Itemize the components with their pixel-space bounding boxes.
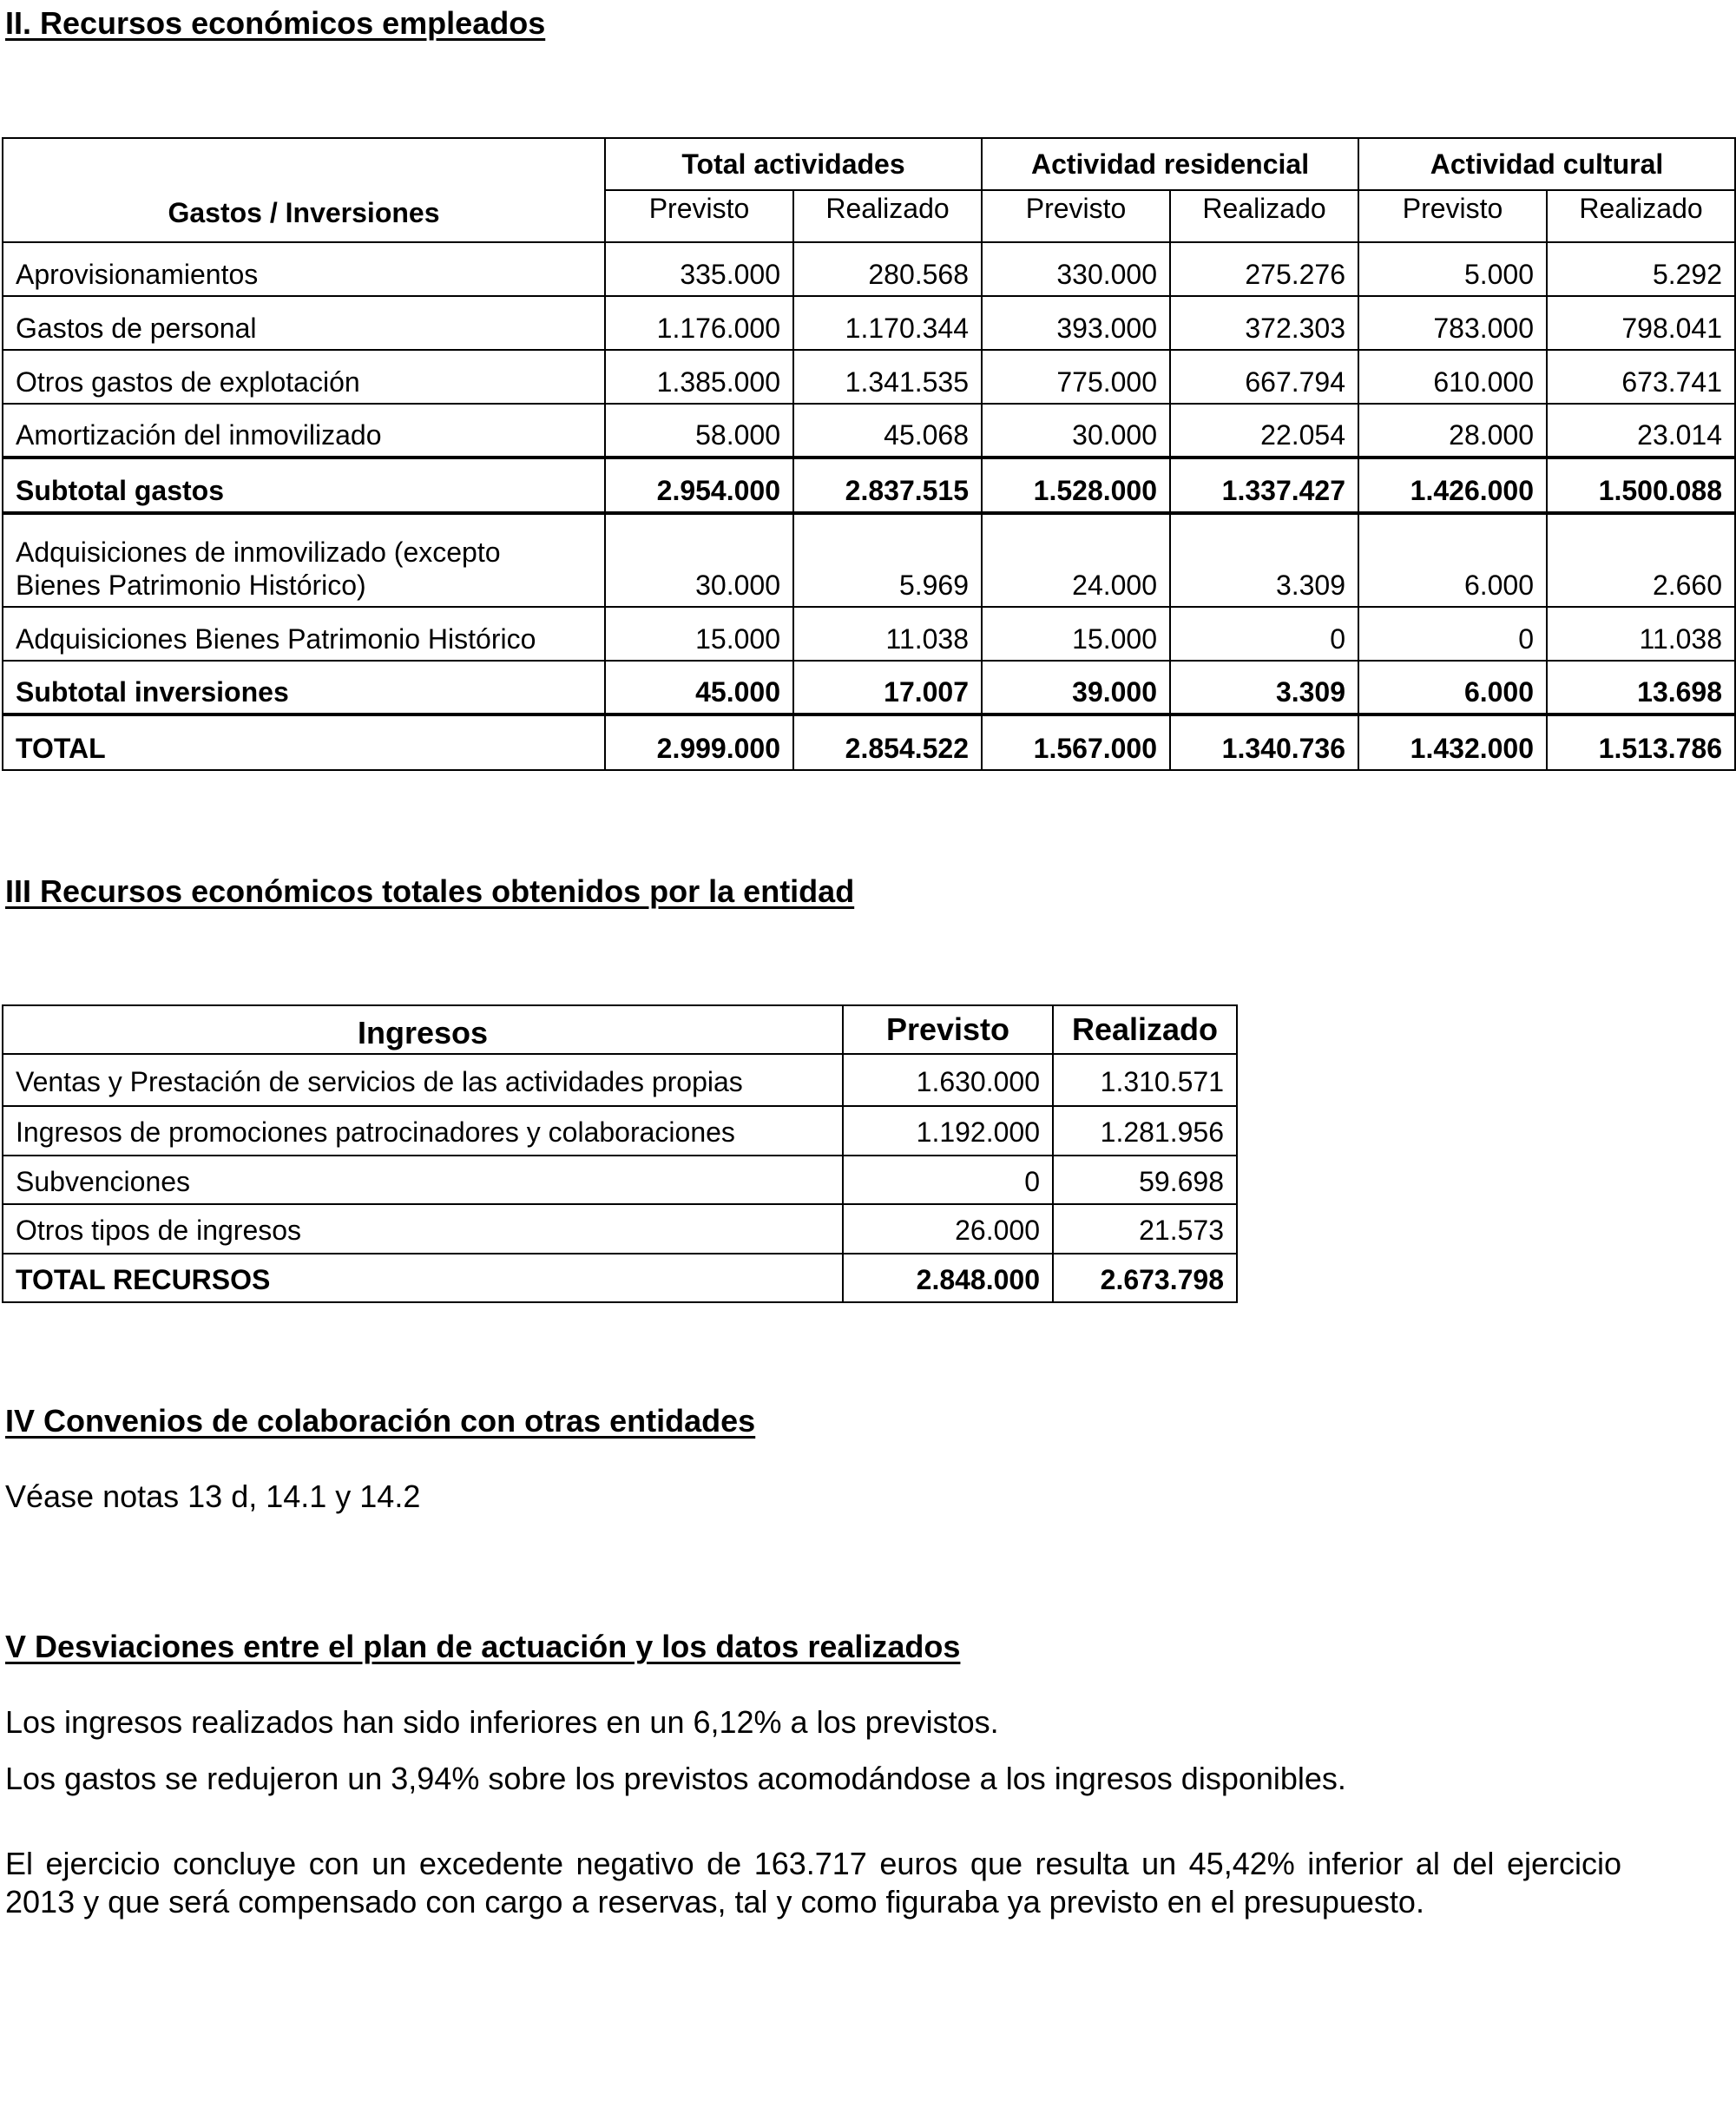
row-label: TOTAL [3,714,605,770]
cell-value: 393.000 [982,296,1170,350]
group-header-residencial: Actividad residencial [982,138,1358,190]
cell-value: 0 [1358,607,1547,661]
row-label: TOTAL RECURSOS [3,1254,843,1302]
row-label: Subvenciones [3,1156,843,1204]
cell-value: 11.038 [1547,607,1735,661]
subcol-previsto: Previsto [605,190,793,242]
cell-value: 39.000 [982,661,1170,714]
cell-value: 2.673.798 [1053,1254,1237,1302]
cell-value: 610.000 [1358,350,1547,404]
cell-value: 1.385.000 [605,350,793,404]
cell-value: 6.000 [1358,513,1547,607]
cell-value: 15.000 [982,607,1170,661]
cell-value: 3.309 [1170,661,1358,714]
paragraph: Los gastos se redujeron un 3,94% sobre los previstos acomodándose a los ingresos disponibles. [5,1761,1346,1796]
cell-value: 30.000 [605,513,793,607]
cell-value: 2.848.000 [843,1254,1053,1302]
table-row [3,296,1735,350]
previsto-header: Previsto [843,1005,1053,1054]
cell-value: 0 [843,1156,1053,1204]
cell-value: 26.000 [843,1204,1053,1254]
cell-value: 775.000 [982,350,1170,404]
table-row [3,1204,1237,1254]
cell-value: 17.007 [793,661,982,714]
cell-value: 6.000 [1358,661,1547,714]
cell-value: 30.000 [982,404,1170,458]
cell-value: 5.969 [793,513,982,607]
row-label: Ingresos de promociones patrocinadores y colaboraciones [3,1106,843,1156]
subtotal-row [3,458,1735,513]
cell-value: 5.000 [1358,242,1547,296]
cell-value: 783.000 [1358,296,1547,350]
cell-value: 45.068 [793,404,982,458]
cell-value: 1.176.000 [605,296,793,350]
cell-value: 2.999.000 [605,714,793,770]
cell-value: 2.854.522 [793,714,982,770]
cell-value: 3.309 [1170,513,1358,607]
cell-value: 1.528.000 [982,458,1170,513]
cell-value: 1.432.000 [1358,714,1547,770]
expenses-table [2,137,1736,771]
row-label: Otros gastos de explotación [3,350,605,404]
row-label: Ventas y Prestación de servicios de las actividades propias [3,1054,843,1106]
subcol-previsto: Previsto [982,190,1170,242]
cell-value: 1.192.000 [843,1106,1053,1156]
total-row [3,714,1735,770]
cell-value: 1.426.000 [1358,458,1547,513]
group-header-cultural: Actividad cultural [1358,138,1735,190]
cell-value: 2.837.515 [793,458,982,513]
cell-value: 1.337.427 [1170,458,1358,513]
cell-value: 21.573 [1053,1204,1237,1254]
subcol-realizado: Realizado [793,190,982,242]
income-table [2,1004,1238,1303]
cell-value: 59.698 [1053,1156,1237,1204]
cell-value: 667.794 [1170,350,1358,404]
table-row [3,1106,1237,1156]
realizado-header: Realizado [1053,1005,1237,1054]
cell-value: 372.303 [1170,296,1358,350]
group-header-total: Total actividades [605,138,982,190]
subcol-realizado: Realizado [1170,190,1358,242]
section-iv-title: IV Convenios de colaboración con otras entidades [5,1403,756,1439]
cell-value: 330.000 [982,242,1170,296]
row-label: Aprovisionamientos [3,242,605,296]
cell-value: 1.310.571 [1053,1054,1237,1106]
income-header: Ingresos [3,1005,843,1054]
subtotal-row [3,661,1735,714]
row-header: Gastos / Inversiones [3,138,605,242]
row-label: Subtotal gastos [3,458,605,513]
cell-value: 1.630.000 [843,1054,1053,1106]
table-row [3,350,1735,404]
paragraph: El ejercicio concluye con un excedente negativo de 163.717 euros que resulta un 45,42% inferior al del ejercicio 2013 y que será compensado con cargo a reservas, tal y como figuraba ya previsto en el presupuesto. [5,1846,1621,1920]
paragraph: Los ingresos realizados han sido inferiores en un 6,12% a los previstos. [5,1704,999,1740]
table-row [3,1054,1237,1106]
cell-value: 2.660 [1547,513,1735,607]
cell-value: 1.340.736 [1170,714,1358,770]
cell-value: 24.000 [982,513,1170,607]
cell-value: 11.038 [793,607,982,661]
table-row [3,404,1735,458]
row-label: Subtotal inversiones [3,661,605,714]
table-row [3,607,1735,661]
cell-value: 22.054 [1170,404,1358,458]
cell-value: 1.567.000 [982,714,1170,770]
table-row [3,1156,1237,1204]
cell-value: 1.281.956 [1053,1106,1237,1156]
cell-value: 13.698 [1547,661,1735,714]
cell-value: 28.000 [1358,404,1547,458]
row-label: Otros tipos de ingresos [3,1204,843,1254]
cell-value: 0 [1170,607,1358,661]
section-iv-text: Véase notas 13 d, 14.1 y 14.2 [5,1478,421,1514]
cell-value: 15.000 [605,607,793,661]
cell-value: 673.741 [1547,350,1735,404]
total-row [3,1254,1237,1302]
row-label: Adquisiciones de inmovilizado (excepto Bienes Patrimonio Histórico) [3,513,605,607]
section-v-title: V Desviaciones entre el plan de actuación y los datos realizados [5,1629,961,1664]
cell-value: 335.000 [605,242,793,296]
row-label: Amortización del inmovilizado [3,404,605,458]
section-ii-title: II. Recursos económicos empleados [5,5,546,41]
table-row [3,513,1735,607]
cell-value: 58.000 [605,404,793,458]
cell-value: 23.014 [1547,404,1735,458]
cell-value: 280.568 [793,242,982,296]
cell-value: 2.954.000 [605,458,793,513]
cell-value: 275.276 [1170,242,1358,296]
cell-value: 1.170.344 [793,296,982,350]
cell-value: 798.041 [1547,296,1735,350]
cell-value: 1.513.786 [1547,714,1735,770]
subcol-realizado: Realizado [1547,190,1735,242]
table-row [3,242,1735,296]
row-label: Adquisiciones Bienes Patrimonio Histórico [3,607,605,661]
cell-value: 45.000 [605,661,793,714]
subcol-previsto: Previsto [1358,190,1547,242]
cell-value: 5.292 [1547,242,1735,296]
cell-value: 1.500.088 [1547,458,1735,513]
cell-value: 1.341.535 [793,350,982,404]
section-iii-title: III Recursos económicos totales obtenidos por la entidad [5,873,855,909]
row-label: Gastos de personal [3,296,605,350]
